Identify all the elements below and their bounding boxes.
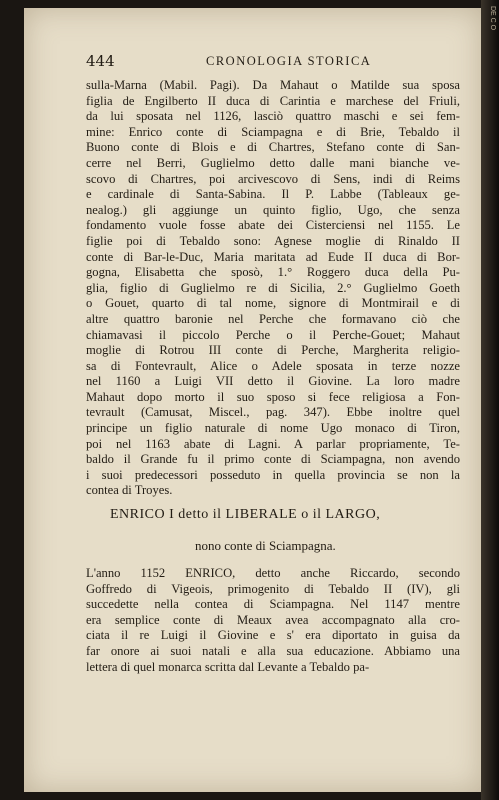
text-line: contea di Troyes. [86, 483, 173, 498]
text-line: Buono conte di Blois e di Chartres, Stefano conte di San- [86, 140, 460, 155]
text-line: mine: Enrico conte di Sciampagna e di Brie, Tebaldo il [86, 124, 460, 139]
text-line: tevrault (Camusat, Miscel., pag. 347). Ebbe inoltre quel [86, 405, 460, 420]
body-text [86, 78, 460, 499]
text-line: lettera di quel monarca scritta dal Levante a Tebaldo pa- [86, 659, 370, 674]
text-line: L'anno 1152 ENRICO, detto anche Riccardo, secondo [86, 566, 460, 580]
text-line: scovo di Chartres, poi arcivescovo di Sens, indi di Reims [86, 171, 460, 186]
book-spine [481, 0, 499, 800]
text-line: nealog.) gli aggiunge un quinto figlio, Ugo, che senza [86, 202, 460, 217]
text-line: principe un figlio naturale di nome Ugo monaco di Tiron, [86, 421, 460, 436]
page-header [86, 52, 458, 74]
text-line: era semplice conte di Meaux avea accompagnato alla cro- [86, 612, 460, 627]
text-line: nel 1160 a Luigi VII detto il Giovine. La loro madre [86, 374, 460, 389]
section-subtitle: nono conte di Sciampagna. [195, 538, 336, 553]
text-line: moglie di Rotrou III conte di Perche, Margherita religio- [86, 343, 460, 358]
text-line: glia, figlio di Guglielmo re di Sicilia, 2.° Guglielmo Goeth [86, 280, 460, 295]
text-line: i suoi predecessori posseduto in quella provincia se non la [86, 467, 460, 482]
text-line: figlie poi di Tebaldo sono: Agnese moglie di Rinaldo II [86, 233, 460, 248]
text-line: da lui sposata nel 1126, lasciò quattro maschi e sei fem- [86, 109, 460, 124]
spine-label: DE C O [489, 6, 496, 31]
text-line: o Gouet, quarto di tal nome, signore di Montmirail e di [86, 296, 460, 311]
text-line: figlia de Engilberto II duca di Carintia e marchese del Friuli, [86, 93, 460, 108]
text-line: conte di Bar-le-Duc, Maria maritata ad Eude II duca di Bor- [86, 249, 460, 264]
text-line: cerre nel Berri, Guglielmo detto dalle mani bianche ve- [86, 155, 460, 170]
section-title: ENRICO I detto il LIBERALE o il LARGO, [110, 507, 381, 522]
text-line: gogna, Elisabetta che sposò, 1.° Roggero duca della Pu- [86, 265, 460, 280]
page-number: 444 [86, 52, 115, 70]
text-line: Goffredo di Vigeois, primogenito di Tebaldo II (IV), gli [86, 581, 460, 596]
text-line: fondamento vuole fosse abate dei Cisterciensi nel 1155. Le [86, 218, 460, 233]
text-line: poi nel 1163 abate di Lagni. A parlar propriamente, Te- [86, 436, 460, 451]
section-body-text [86, 566, 460, 675]
text-line: Mahaut dopo morto il suo sposo si fece religiosa a Fon- [86, 389, 460, 404]
running-title: CRONOLOGIA STORICA [206, 54, 372, 68]
text-line: chiamavasi il piccolo Perche o il Perche-Gouet; Mahaut [86, 327, 460, 342]
text-line: e cardinale di Santa-Sabina. Il P. Labbe (Tableaux ge- [86, 187, 460, 202]
text-line: baldo il Grande fu il primo conte di Sciampagna, non avendo [86, 452, 460, 467]
text-line: ciata il re Luigi il Giovine e s' era diportato in guisa da [86, 628, 460, 643]
text-line: sa di Fontevrault, Alice o Adele sposata in terze nozze [86, 358, 460, 373]
text-line: altre quattro baronie nel Perche che formavano ciò che [86, 311, 460, 326]
text-line: succedette nella contea di Sciampagna. Nel 1147 mentre [86, 597, 460, 612]
text-line: sulla-Marna (Mabil. Pagi). Da Mahaut o Matilde sua sposa [86, 78, 460, 92]
text-line: far onore ai suoi natali e alla sua educazione. Abbiamo una [86, 643, 460, 658]
